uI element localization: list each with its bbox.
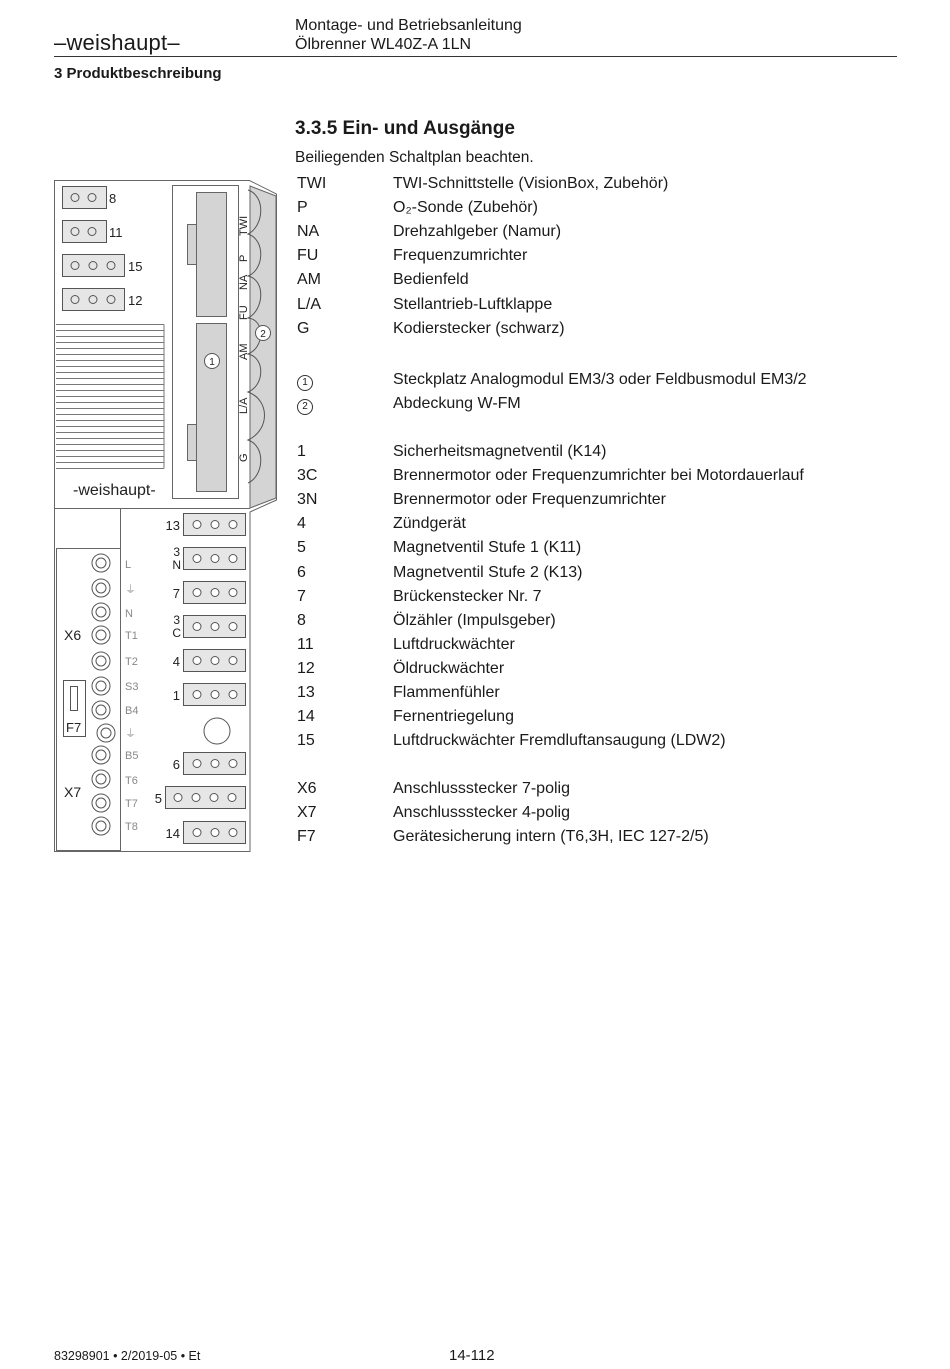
legend-code: G	[297, 319, 310, 337]
legend-description: O₂-Sonde (Zubehör)	[393, 199, 538, 217]
legend-description: Flammenfühler	[393, 684, 500, 701]
legend-code: FU	[297, 247, 319, 265]
legend-description: Frequenzumrichter	[393, 247, 528, 265]
legend-description: Brennermotor oder Frequenzumrichter bei Motordauerlauf	[393, 467, 804, 485]
legend-description: Öldruckwächter	[393, 659, 505, 677]
legend-code: 2	[297, 399, 313, 415]
legend-description: Magnetventil Stufe 2 (K13)	[393, 563, 583, 581]
side-label-g: G	[238, 453, 250, 462]
legend-code: 4	[297, 515, 306, 533]
terminal-label: N	[125, 608, 133, 620]
connector-label: 4	[172, 654, 180, 669]
header-divider	[54, 56, 897, 57]
legend-code: 14	[297, 708, 315, 726]
connector-5	[155, 787, 246, 809]
module-tab-upper	[188, 225, 197, 265]
legend-description: TWI-Schnittstelle (VisionBox, Zubehör)	[393, 175, 669, 192]
legend-description: Brückenstecker Nr. 7	[393, 587, 542, 605]
legend-description: Anschlussstecker 4-polig	[393, 804, 570, 822]
legend-description: Drehzahlgeber (Namur)	[393, 223, 562, 241]
connector-1	[173, 684, 246, 706]
terminal-label: T6	[125, 775, 138, 787]
connector-4	[173, 650, 246, 672]
marker-2	[256, 326, 271, 341]
section-title: 3.3.5 Ein- und Ausgänge	[295, 118, 515, 139]
connector-8-label: 8	[109, 191, 117, 206]
legend-code: 3N	[297, 491, 318, 509]
legend-code: 8	[297, 611, 306, 629]
terminal-label: B5	[125, 750, 139, 762]
control-unit-diagram	[54, 178, 284, 858]
document-title-line-1: Montage- und Betriebsanleitung	[295, 17, 522, 34]
connector-11-label: 11	[109, 225, 123, 240]
side-label-fu: FU	[238, 305, 250, 320]
connector-label: 5	[154, 791, 162, 806]
legend-code: 13	[297, 684, 315, 701]
x6-label: X6	[64, 627, 82, 643]
side-label-na: NA	[238, 274, 250, 290]
legend-code: F7	[297, 828, 316, 846]
section-note: Beiliegenden Schaltplan beachten.	[295, 149, 534, 166]
connector-7	[173, 582, 246, 604]
legend-description: Kodierstecker (schwarz)	[393, 319, 565, 337]
legend-description: Luftdruckwächter	[393, 635, 515, 653]
legend-description: Zündgerät	[393, 515, 466, 533]
legend-code: 3C	[297, 467, 318, 485]
legend-description: Bedienfeld	[393, 271, 469, 289]
legend-description: Stellantrieb-Luftklappe	[393, 295, 553, 313]
legend-description: Sicherheitsmagnetventil (K14)	[393, 443, 607, 460]
legend-code: X6	[297, 780, 317, 797]
connector-label: 7	[172, 586, 180, 601]
connector-3c	[172, 613, 245, 640]
legend-code: NA	[297, 223, 320, 241]
side-label-p: P	[238, 254, 250, 262]
connector-6	[173, 753, 246, 775]
legend-description: Ölzähler (Impulsgeber)	[393, 611, 556, 629]
legend-description: Luftdruckwächter Fremdluftansaugung (LDW2)	[393, 732, 726, 750]
x7-label: X7	[64, 784, 82, 800]
connector-label: 13	[165, 518, 180, 533]
module-block-upper	[197, 193, 227, 317]
page-number: 14-112	[449, 1347, 495, 1364]
connector-12-label: 12	[128, 293, 143, 308]
document-number: 83298901 • 2/2019-05 • Et	[54, 1349, 201, 1363]
document-title	[295, 16, 522, 54]
legend-description: Brennermotor oder Frequenzumrichter	[393, 491, 667, 509]
connector-label: 3	[173, 545, 180, 559]
side-label-twi: TWI	[238, 215, 250, 236]
diagram-logo: -weishaupt-	[73, 482, 156, 499]
legend-code: 1	[297, 443, 306, 460]
brand-name: weishaupt	[66, 30, 168, 55]
connector-15-label: 15	[128, 259, 143, 274]
legend-code: 12	[297, 659, 315, 677]
terminal-label: B4	[125, 705, 139, 717]
terminal-label: ⏚	[125, 728, 136, 740]
terminal-label: T7	[125, 798, 138, 810]
legend-code: 1	[297, 375, 313, 391]
legend-code: 15	[297, 732, 315, 750]
terminal-label: S3	[125, 681, 139, 693]
terminal-label: T2	[125, 656, 138, 668]
f7-label: F7	[66, 720, 82, 735]
side-label-am: AM	[238, 343, 250, 360]
connector-label: 6	[172, 757, 180, 772]
connector-label: C	[172, 626, 181, 640]
legend-code: P	[297, 199, 308, 217]
terminal-label: L	[125, 559, 132, 571]
svg-text:1: 1	[209, 357, 215, 368]
legend-code: 11	[297, 635, 314, 653]
connector-label: 1	[172, 688, 180, 703]
brand-logo: –weishaupt–	[54, 30, 180, 55]
side-label-la: L/A	[238, 397, 250, 414]
legend-code: L/A	[297, 295, 322, 313]
connector-3n	[172, 545, 245, 572]
connector-label: N	[172, 558, 181, 572]
legend-description: Fernentriegelung	[393, 708, 514, 726]
connector-label: 3	[173, 613, 180, 627]
legend-code: 6	[297, 563, 306, 581]
chapter-heading: 3 Produktbeschreibung	[54, 65, 222, 82]
terminal-label: T8	[125, 821, 138, 833]
terminal-label: T1	[125, 630, 138, 642]
document-title-line-2: Ölbrenner WL40Z-A 1LN	[295, 36, 472, 53]
legend-code: 5	[297, 539, 306, 557]
legend-code: TWI	[297, 175, 327, 192]
legend-description: Steckplatz Analogmodul EM3/3 oder Feldbusmodul EM3/2	[393, 371, 807, 388]
side-housing	[250, 186, 276, 508]
connector-label: 14	[165, 826, 180, 841]
legend-code: AM	[297, 271, 321, 289]
legend-description: Gerätesicherung intern (T6,3H, IEC 127-2/5)	[393, 828, 709, 846]
legend-description: Anschlussstecker 7-polig	[393, 780, 570, 797]
fuse-f7	[64, 681, 86, 737]
module-tab-lower	[188, 425, 197, 461]
svg-text:2: 2	[260, 329, 266, 340]
module-block-lower	[197, 324, 227, 492]
legend-code: X7	[297, 804, 317, 822]
round-cap	[204, 718, 230, 744]
marker-1	[205, 354, 220, 369]
legend-description: Abdeckung W-FM	[393, 395, 521, 413]
terminal-label: ⏚	[125, 584, 136, 596]
legend-code: 7	[297, 587, 306, 605]
legend-description: Magnetventil Stufe 1 (K11)	[393, 539, 582, 557]
